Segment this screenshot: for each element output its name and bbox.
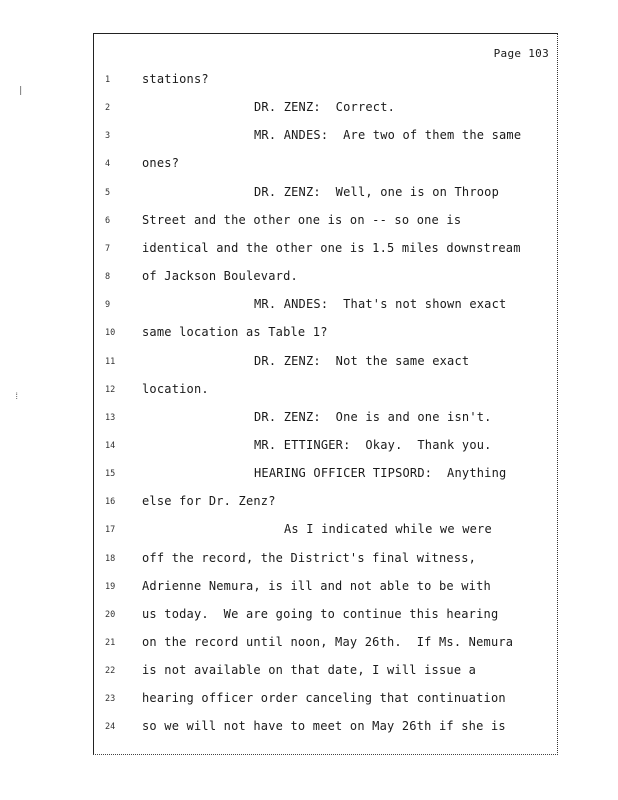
- transcript-line: [94, 438, 557, 454]
- line-number: 17: [105, 525, 116, 536]
- transcript-line: [94, 522, 557, 538]
- line-text: stations?: [142, 72, 209, 86]
- line-number: 4: [105, 159, 111, 170]
- transcript-line: [94, 72, 557, 88]
- line-text: DR. ZENZ: Well, one is on Throop: [254, 184, 500, 199]
- transcript-line: [94, 128, 557, 144]
- line-text: Adrienne Nemura, is ill and not able to be with: [142, 578, 491, 593]
- line-text: MR. ANDES: Are two of them the same: [254, 128, 522, 143]
- line-number: 23: [105, 694, 116, 705]
- transcript-line: [94, 354, 557, 370]
- line-text: DR. ZENZ: Correct.: [254, 100, 396, 115]
- line-number: 11: [105, 356, 116, 367]
- line-number: 12: [105, 384, 116, 395]
- transcript-line: [94, 382, 557, 398]
- scan-speck-top: |: [18, 86, 24, 96]
- line-number: 2: [105, 103, 111, 114]
- transcript-line: [94, 663, 557, 679]
- transcript-line: [94, 185, 557, 201]
- line-text: us today. We are going to continue this hearing: [142, 606, 499, 621]
- line-number: 10: [105, 328, 116, 339]
- line-number: 22: [105, 666, 116, 677]
- line-text: location.: [142, 381, 209, 396]
- transcript-line: [94, 241, 557, 257]
- line-number: 15: [105, 469, 116, 480]
- line-number: 19: [105, 581, 116, 592]
- line-number: 21: [105, 638, 116, 648]
- line-number: 1: [105, 75, 111, 85]
- line-number: 16: [105, 497, 116, 508]
- transcript-line: [94, 635, 557, 651]
- line-text: identical and the other one is 1.5 miles downstream: [142, 240, 521, 255]
- line-text: ones?: [142, 156, 180, 171]
- transcript-line: [94, 494, 557, 510]
- line-number: 14: [105, 440, 116, 451]
- transcript-line: [94, 466, 557, 482]
- transcript-line: [94, 325, 557, 341]
- line-text: DR. ZENZ: Not the same exact: [254, 353, 470, 368]
- transcript-page: [93, 33, 558, 755]
- line-number: 13: [105, 412, 116, 423]
- line-text: so we will not have to meet on May 26th if she is: [142, 719, 506, 734]
- transcript-line: [94, 410, 557, 426]
- line-text: off the record, the District's final witness,: [142, 550, 477, 565]
- line-text: As I indicated while we were: [284, 522, 492, 537]
- transcript-line: [94, 691, 557, 707]
- line-text: on the record until noon, May 26th. If Ms. Nemura: [142, 635, 514, 649]
- line-text: of Jackson Boulevard.: [142, 269, 298, 284]
- line-number: 7: [105, 243, 111, 254]
- line-text: same location as Table 1?: [142, 325, 328, 340]
- transcript-line: [94, 213, 557, 229]
- line-text: hearing officer order canceling that continuation: [142, 691, 506, 706]
- transcript-line: [94, 297, 557, 313]
- line-number: 3: [105, 131, 111, 142]
- page-number: Page 103: [493, 47, 549, 60]
- transcript-line: [94, 607, 557, 623]
- line-number: 5: [105, 187, 111, 198]
- transcript-line: [94, 579, 557, 595]
- line-text: else for Dr. Zenz?: [142, 494, 276, 509]
- line-number: 6: [105, 215, 111, 226]
- line-text: HEARING OFFICER TIPSORD: Anything: [254, 466, 507, 481]
- line-number: 24: [105, 722, 116, 733]
- line-text: Street and the other one is on -- so one is: [142, 212, 462, 227]
- line-text: MR. ANDES: That's not shown exact: [254, 297, 507, 312]
- transcript-line: [94, 100, 557, 116]
- transcript-line: [94, 551, 557, 567]
- line-text: MR. ETTINGER: Okay. Thank you.: [254, 437, 492, 452]
- line-text: DR. ZENZ: One is and one isn't.: [254, 409, 492, 424]
- line-text: is not available on that date, I will issue a: [142, 663, 477, 678]
- line-number: 8: [105, 272, 111, 283]
- transcript-line: [94, 156, 557, 172]
- line-number: 18: [105, 553, 116, 564]
- line-number: 9: [105, 300, 111, 311]
- scan-speck-left: ⁞: [14, 392, 20, 402]
- transcript-line: [94, 269, 557, 285]
- line-number: 20: [105, 609, 116, 620]
- transcript-line: [94, 719, 557, 735]
